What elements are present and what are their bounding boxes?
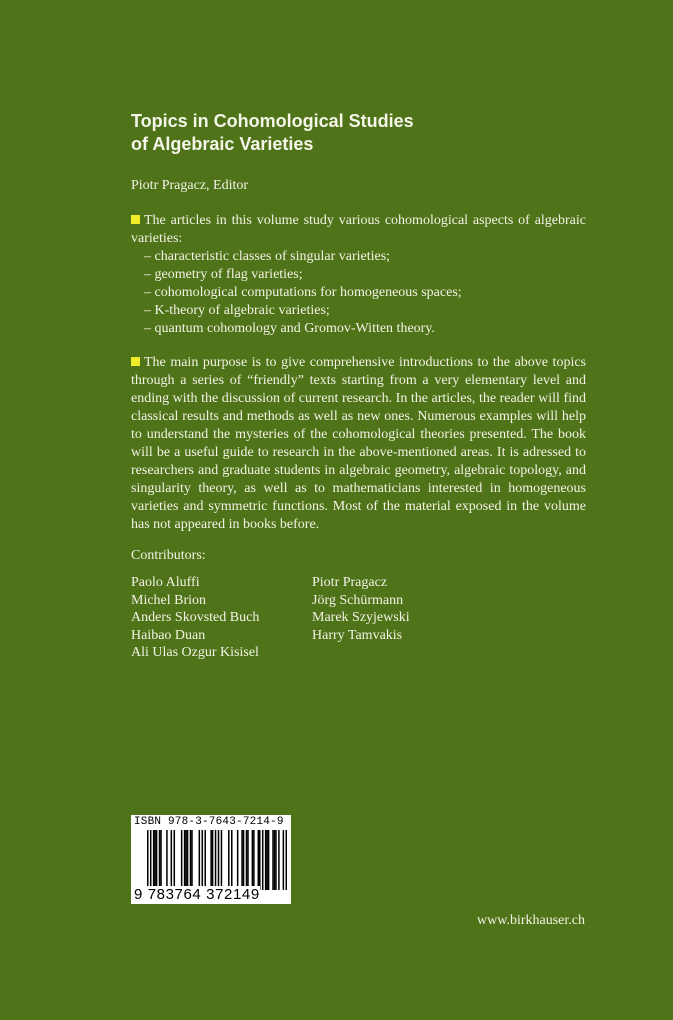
barcode-bar — [272, 830, 274, 890]
barcode-bar — [218, 830, 220, 890]
title-line-2: of Algebraic Varieties — [131, 134, 314, 154]
contributor-name: Anders Skovsted Buch — [131, 610, 260, 625]
contributor-name: Jörg Schürmann — [312, 592, 404, 608]
barcode-bar — [204, 830, 206, 890]
barcode-bar — [166, 830, 168, 890]
barcode-bar — [275, 830, 277, 890]
barcode-bar — [283, 830, 285, 890]
barcode-bar — [181, 830, 183, 890]
contributor-name: Haibao Duan — [131, 627, 206, 643]
barcode-bar — [210, 830, 212, 890]
topic-item: – K-theory of algebraic varieties; — [131, 302, 586, 320]
barcode-bar — [147, 830, 149, 890]
barcode-bar — [237, 830, 239, 890]
ean-number: 9 783764 372149 — [134, 886, 260, 903]
purpose-paragraph — [131, 354, 586, 534]
intro-paragraph — [131, 212, 586, 338]
intro-text: The articles in this volume study various cohomological aspects of algebraic varieties: — [131, 213, 586, 246]
topics-list — [131, 248, 586, 338]
barcode-bar — [212, 830, 214, 890]
contributors-column-1 — [131, 574, 259, 662]
contributors-heading: Contributors: — [131, 548, 206, 563]
barcode-bar — [259, 830, 261, 890]
barcode-bar — [153, 830, 155, 890]
barcode-bar — [150, 830, 152, 890]
barcode-bar — [221, 830, 223, 890]
yellow-square-bullet-icon — [131, 357, 140, 366]
barcode-bar — [171, 830, 173, 890]
contributor-name: Harry Tamvakis — [312, 627, 403, 643]
barcode-bar — [231, 830, 233, 890]
barcode-bar — [199, 830, 201, 890]
barcode-bar — [184, 830, 186, 890]
barcode-bar — [154, 830, 156, 890]
barcode-bar — [202, 830, 204, 890]
contributors-column-2 — [312, 574, 410, 644]
barcode-bar — [187, 830, 189, 890]
barcode-bar — [246, 830, 248, 890]
barcode-bar — [191, 830, 193, 890]
book-title — [131, 110, 414, 156]
title-line-1: Topics in Cohomological Studies — [131, 111, 414, 131]
purpose-text: The main purpose is to give comprehensive introductions to the above topics through a series of “friendly” texts starting from a very elementary level and ending with the discussion of current research. In the articles, the reader will find classical results and methods as well as new ones. Numerous examples will help to understand the mysteries of the cohomological theories presented. The book will be a useful guide to research in the above-mentioned areas. It is adressed to researchers and graduate students in algebraic geometry, algebraic topology, and singularity theory, as well as to mathematicians interested in homogeneous varieties and symmetric functions. Most of the material exposed in the volume has not appeared in books before. — [131, 355, 586, 532]
editor-credit: Piotr Pragacz, Editor — [131, 178, 249, 193]
contributor-name: Ali Ulas Ozgur Kisisel — [131, 645, 259, 660]
barcode-bar — [258, 830, 260, 890]
barcode-bar — [156, 830, 158, 890]
barcode-bars-icon — [147, 830, 287, 890]
barcode-bar — [190, 830, 192, 890]
barcode-bar — [160, 830, 162, 890]
contributor-name: Marek Szyjewski — [312, 610, 410, 625]
contributor-name: Piotr Pragacz — [312, 575, 388, 590]
barcode-bar — [252, 830, 254, 890]
publisher-website: www.birkhauser.ch — [477, 913, 585, 928]
barcode-bar — [253, 830, 255, 890]
barcode-bar — [185, 830, 187, 890]
barcode-bar — [215, 830, 217, 890]
contributor-name: Paolo Aluffi — [131, 575, 200, 590]
yellow-square-bullet-icon — [131, 215, 140, 224]
barcode-bar — [174, 830, 176, 890]
barcode-bar — [159, 830, 161, 890]
barcode-bar — [228, 830, 230, 890]
barcode-bar — [241, 830, 243, 890]
topic-item: – characteristic classes of singular varieties; — [131, 248, 586, 266]
barcode-bar — [262, 830, 264, 890]
barcode-bar — [268, 830, 270, 890]
contributor-name: Michel Brion — [131, 592, 207, 608]
topic-item: – quantum cohomology and Gromov-Witten theory. — [131, 320, 586, 338]
barcode-bar — [286, 830, 287, 890]
barcode-bar — [266, 830, 268, 890]
barcode-bar — [243, 830, 245, 890]
isbn-barcode — [131, 815, 291, 904]
barcode-bar — [247, 830, 249, 890]
topic-item: – geometry of flag varieties; — [131, 266, 586, 284]
topic-item: – cohomological computations for homogeneous spaces; — [131, 284, 586, 302]
barcode-bar — [274, 830, 276, 890]
barcode-bar — [265, 830, 267, 890]
barcode-bar — [278, 830, 280, 890]
isbn-number: ISBN 978-3-7643-7214-9 — [134, 816, 284, 828]
